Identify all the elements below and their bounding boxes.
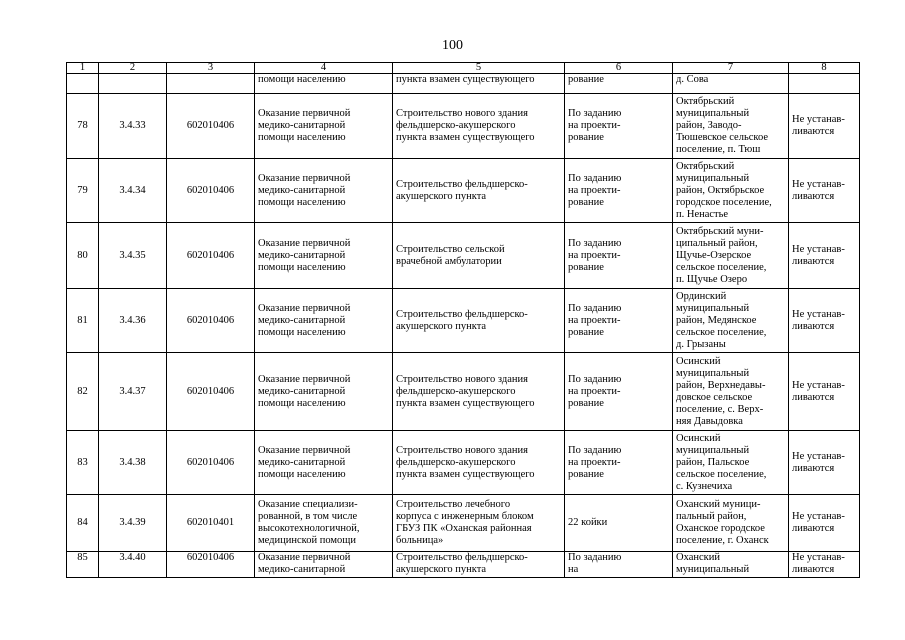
table-cell: 80 [67, 223, 99, 289]
table-cell: Оханский муниципальный [673, 552, 789, 578]
table-cell: Октябрьский муни- ципальный район, Щучье-Озерское сельское поселение, п. Щучье Озеро [673, 223, 789, 289]
table-cell: 82 [67, 353, 99, 431]
table-cell: Строительство нового здания фельдшерско-акушерского пункта взамен существующего [393, 431, 565, 495]
table-cell: Не устанав- ливаются [789, 223, 860, 289]
table-cell: 81 [67, 289, 99, 353]
table-cell: Оказание первичной медико-санитарной помощи населению [255, 159, 393, 223]
table-cell: Осинский муниципальный район, Верхнедавы- довское сельское поселение, с. Верх- няя Давыдовка [673, 353, 789, 431]
table-cell: Ординский муниципальный район, Медянское сельское поселение, д. Грызаны [673, 289, 789, 353]
table-cell: Строительство нового здания фельдшерско-акушерского пункта взамен существующего [393, 94, 565, 159]
table-cell: По заданию на [565, 552, 673, 578]
table-cell: Оказание первичной медико-санитарной [255, 552, 393, 578]
table-cell: По заданию на проекти- рование [565, 353, 673, 431]
table-cell: 79 [67, 159, 99, 223]
table-cell: По заданию на проекти- рование [565, 431, 673, 495]
table-row [67, 223, 860, 289]
table-cell: Строительство фельдшерско- акушерского пункта [393, 159, 565, 223]
table-row [67, 289, 860, 353]
table-cell: помощи населению [255, 74, 393, 94]
column-number-8: 8 [789, 63, 860, 74]
column-number-5: 5 [393, 63, 565, 74]
table-cell: 3.4.40 [99, 552, 167, 578]
table-cell: По заданию на проекти- рование [565, 159, 673, 223]
table-row [67, 159, 860, 223]
column-number-3: 3 [167, 63, 255, 74]
table-cell: 602010406 [167, 159, 255, 223]
table-cell: Оказание первичной медико-санитарной помощи населению [255, 431, 393, 495]
table-row [67, 495, 860, 552]
table-row [67, 552, 860, 578]
table-cell: Строительство нового здания фельдшерско-акушерского пункта взамен существующего [393, 353, 565, 431]
table-cell: 22 койки [565, 495, 673, 552]
table-row [67, 431, 860, 495]
table-cell: 602010401 [167, 495, 255, 552]
table-cell: Не устанав- ливаются [789, 552, 860, 578]
table-cell: 84 [67, 495, 99, 552]
table-cell: д. Сова [673, 74, 789, 94]
table-cell [789, 74, 860, 94]
table-cell: Оханский муници- пальный район, Оханское городское поселение, г. Оханск [673, 495, 789, 552]
table-cell: Оказание первичной медико-санитарной помощи населению [255, 94, 393, 159]
table-cell: 83 [67, 431, 99, 495]
table-cell: Осинский муниципальный район, Пальское сельское поселение, с. Кузнечиха [673, 431, 789, 495]
table-cell: 3.4.35 [99, 223, 167, 289]
table-cell: Не устанав- ливаются [789, 431, 860, 495]
table-cell: По заданию на проекти- рование [565, 223, 673, 289]
table-cell: 602010406 [167, 94, 255, 159]
table-cell: Оказание первичной медико-санитарной помощи населению [255, 353, 393, 431]
table-cell: Не устанав- ливаются [789, 94, 860, 159]
table-cell: 602010406 [167, 353, 255, 431]
table-cell: Оказание первичной медико-санитарной помощи населению [255, 289, 393, 353]
table-cell: По заданию на проекти- рование [565, 94, 673, 159]
table-cell: 85 [67, 552, 99, 578]
table-row [67, 353, 860, 431]
column-number-7: 7 [673, 63, 789, 74]
table-cell [167, 74, 255, 94]
table-cell: 3.4.33 [99, 94, 167, 159]
table-cell: Не устанав- ливаются [789, 495, 860, 552]
column-number-4: 4 [255, 63, 393, 74]
table-cell: Октябрьский муниципальный район, Октябрьское городское поселение, п. Ненастье [673, 159, 789, 223]
document-table [66, 62, 860, 578]
table-cell: 3.4.38 [99, 431, 167, 495]
table-cell: Оказание специализи- рованной, в том числе высокотехнологичной, медицинской помощи [255, 495, 393, 552]
column-number-2: 2 [99, 63, 167, 74]
table-cell: Строительство фельдшерско- акушерского пункта [393, 552, 565, 578]
table-cell: 602010406 [167, 289, 255, 353]
table-cell: 602010406 [167, 431, 255, 495]
table-cell: 602010406 [167, 552, 255, 578]
table-cell: Строительство лечебного корпуса с инженерным блоком ГБУЗ ПК «Оханская районная больница» [393, 495, 565, 552]
table-body [67, 94, 860, 578]
table-cell: 3.4.36 [99, 289, 167, 353]
table-cell: Не устанав- ливаются [789, 159, 860, 223]
table-cell: Оказание первичной медико-санитарной помощи населению [255, 223, 393, 289]
table-header-row [67, 63, 860, 74]
table-cell [99, 74, 167, 94]
table-cell: Не устанав- ливаются [789, 353, 860, 431]
table-cell: По заданию на проекти- рование [565, 289, 673, 353]
table-cell: Строительство сельской врачебной амбулатории [393, 223, 565, 289]
column-number-1: 1 [67, 63, 99, 74]
table-cell: рование [565, 74, 673, 94]
page-number: 100 [442, 38, 463, 53]
table-cell: 3.4.39 [99, 495, 167, 552]
table-cell: Не устанав- ливаются [789, 289, 860, 353]
table-cell: Октябрьский муниципальный район, Заводо- Тюшевское сельское поселение, п. Тюш [673, 94, 789, 159]
column-number-6: 6 [565, 63, 673, 74]
continuation-row [67, 74, 860, 94]
table-cell: 3.4.37 [99, 353, 167, 431]
table-cell: 3.4.34 [99, 159, 167, 223]
table-cell: 78 [67, 94, 99, 159]
table-cell: 602010406 [167, 223, 255, 289]
table-cell: пункта взамен существующего [393, 74, 565, 94]
table-row [67, 94, 860, 159]
table-cell [67, 74, 99, 94]
table-cell: Строительство фельдшерско- акушерского пункта [393, 289, 565, 353]
